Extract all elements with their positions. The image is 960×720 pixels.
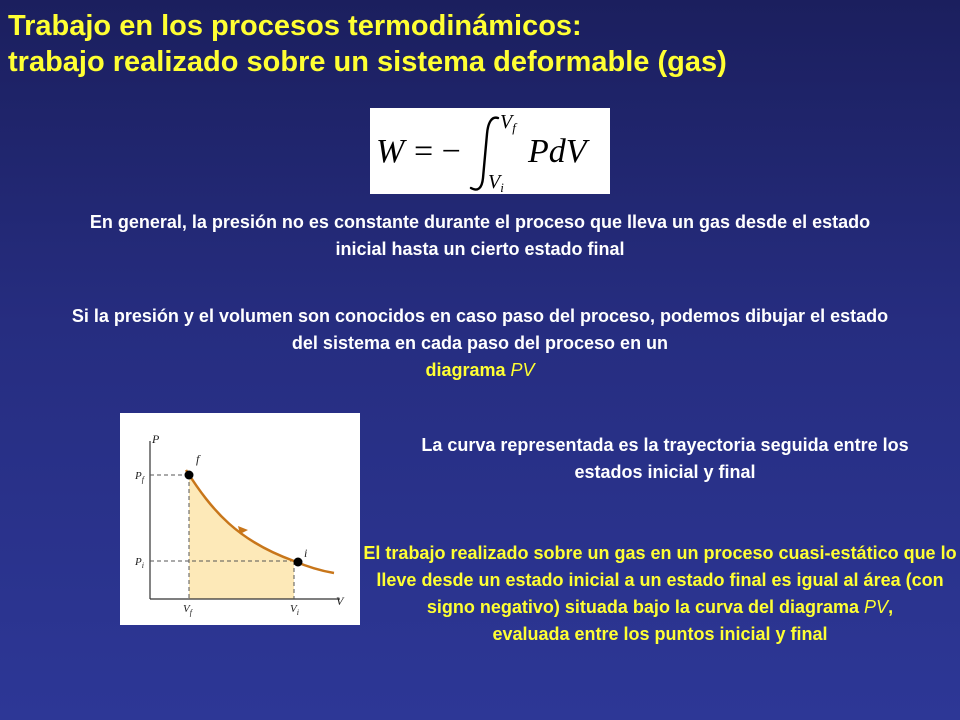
paragraph-curve-trajectory: La curva representada es la trayectoria seguida entre los estados inicial y final bbox=[421, 435, 909, 482]
p-axis-label: P bbox=[152, 432, 160, 446]
formula-lhs: W bbox=[376, 133, 405, 170]
paragraph-pv-text: Si la presión y el volumen son conocidos en caso paso del proceso, podemos dibujar el estado del sistema en cada paso del proceso en un bbox=[71, 306, 889, 353]
point-f-label: f bbox=[196, 452, 200, 466]
pv-diagram-highlight: diagrama bbox=[425, 360, 506, 380]
pv-italic-highlight: PV bbox=[510, 360, 535, 380]
point-i bbox=[294, 558, 303, 567]
paragraph-work-area bbox=[360, 540, 960, 648]
point-f bbox=[185, 471, 194, 480]
formula-integrand: PdV bbox=[528, 133, 587, 170]
formula-equals: = − bbox=[414, 133, 461, 170]
paragraph-work-text: El trabajo realizado sobre un gas en un proceso cuasi-estático que lo lleve desde un estado inicial a un estado final es igual al área (con signo negativo) situada bajo la curva del diagrama bbox=[363, 543, 957, 617]
formula-upper-limit: $V_f$ bbox=[500, 111, 516, 135]
work-formula-svg bbox=[370, 108, 610, 194]
work-area-fill bbox=[189, 475, 294, 599]
slide-title bbox=[8, 8, 958, 80]
pf-tick-label: $P_f$ bbox=[135, 470, 144, 484]
pi-tick-label: $P_i$ bbox=[135, 556, 144, 570]
pv-comma: , bbox=[888, 597, 894, 617]
title-line-2: trabajo realizado sobre un sistema deformable (gas) bbox=[8, 46, 727, 78]
title-line-1: Trabajo en los procesos termodinámicos: bbox=[8, 10, 582, 42]
work-formula bbox=[370, 108, 610, 194]
paragraph-pressure-not-constant: En general, la presión no es constante durante el proceso que lleva un gas desde el estado inicial hasta un cierto estado final bbox=[89, 212, 871, 259]
pv-diagram bbox=[120, 413, 360, 625]
point-i-label: i bbox=[304, 546, 308, 560]
vf-tick-label: $V_f$ bbox=[183, 603, 192, 617]
vi-tick-label: $V_i$ bbox=[290, 603, 299, 617]
v-axis-label: V bbox=[336, 594, 344, 608]
formula-lower-limit: $V_i$ bbox=[488, 171, 504, 194]
paragraph-pv-diagram bbox=[60, 303, 900, 384]
pv-italic-label: PV bbox=[864, 597, 889, 617]
pv-diagram-svg bbox=[120, 413, 360, 625]
paragraph-work-end: evaluada entre los puntos inicial y final bbox=[492, 624, 828, 644]
